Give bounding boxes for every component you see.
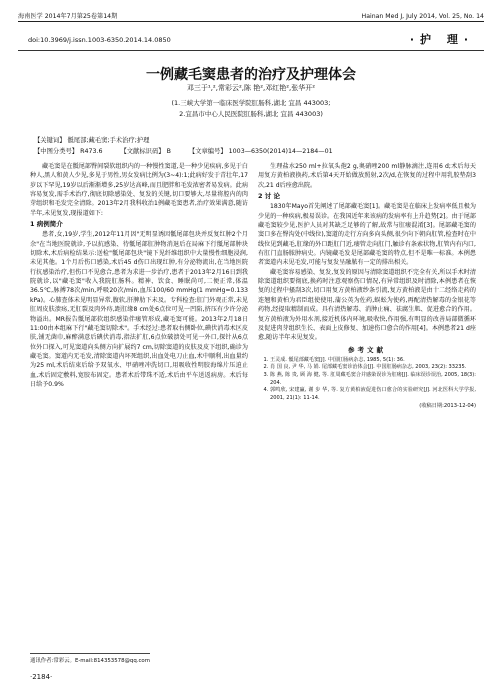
running-header <box>18 10 484 22</box>
paragraph: 患者,女,19岁,学生,2012年11月因"无明显诱因骶尾部包块并反复红肿2个月余"在当地医院就诊,予以抗感染、待骶尾部肛肿物消退后在局麻下行骶尾部肿块切除术,术后病检结果示:送检"骶尾部包块"镜下见纤维组织中大量慢性细胞浸润,未见其他。1个月后伤口感染,术后45 d伤口出现红肿,有分泌物流出,在当地医院行抗感染治疗,但伤口不见愈合,患者为求进一步治疗,患者于2013年2月16日到我院就诊,以"藏毛窦"收入我院肛肠科。精神、饮食、睡眠尚可,二便正常,体温36.5℃,脉搏78次/min,呼吸20次/min,血压100/60 mmHg(1 mmHg=0.133 kPa)。心肺查体未见明显异常,腹软,肝脾肋下未及。专科检查:肛门外观正常,未见肛周皮肤溃疡,无肛裂及肉外痔,距肛缘8 cm处6点位可见一凹陷,挤压有少许分泌物溢出。MR报告骶尾部软组织感染伴瘘管形成,藏毛窦可能。2013年2月18日11:00由本组麻下行"藏毛窦切除术"。手术经过:患者取右侧卧位,碘伏消毒术区皮肤,铺无菌巾,麻醉满意后碘伏消毒,指法扩肛,6点位破溃处可见一外口,探针从6点位外口探入,可见窦道向头侧方向扩展约7 cm,切除窦道的皮肤及皮下组织,确诊为藏毛窦。窦道内无毛发,清除窦道内坏死组织,出血处电刀止血,术中顺利,出血量约为25 ml,术后结束后给予双氧水、甲硝唑冲洗切口,用吸收性明胶海绵片压迫止血,术后固定敷料,宽胶布固定。患者术后带珠不适,术后由平车送返病房。术后每日给予0.9% <box>30 231 248 388</box>
reference-list <box>258 357 476 403</box>
references <box>258 346 476 412</box>
authors: 邓三于¹,²,常彩云²,陈 艳²,邓红艳²,张华开² <box>186 84 316 92</box>
paragraph: 藏毛窦是在骶尾部臀间裂软组织内的一种慢性窦道,是一种少见疾病,多见于白种人,黑人和黄人少见,多见于男性,男女发病比例为(3~4):1;此病好发于青壮年,17岁以下罕见,19岁以后渐渐增多,25岁达高峰,而且肥胖和毛发浓密者易发病。此病容易复发,需手术治疗,彻底切除感染处、复发的关键,切口要够大,尽量将腔内的肉芽组织和毛发完全清除。2013年2月我科收治1例藏毛窦患者,治疗效果满意,随访半年,未见复发,现报道如下: <box>30 163 248 217</box>
affiliation-1: (1.三峡大学第一临床医学院肛肠科,湖北 宜昌 443003; <box>171 99 331 107</box>
section-label: ·护 理· <box>409 33 474 46</box>
paragraph: 1830年Mayo首先阐述了尾部藏毛窦[1]。藏毛窦是在临床上发病率低且极为少见的一种疾病,极易误诊。在我国近年来该病的发病率有上升趋势[2]。由于尾部藏毛窦较少见,医护人员对其缺乏足够的了解,故常与肛瘘混淆[3]。尾部藏毛窦的窦口多在臀沟处(中线位),窦道的走行方向多向头侧,很少向下朝向肛管,检查时在中线位见到藏毛,肛缘的外口距肛门近,瘘管走向肛门,触诊有条索状物,肛管内有内口,有肛门直肠脓肿病史。内镜藏毛发是尾部藏毛窦的特点,但不是唯一标准。本例患者窦道内未见毛发,可能与复发呈融脓有一定的排出相关。 <box>258 203 476 267</box>
paragraph: 藏毛窦容易感染、复发,复发的原因与清除窦道组织不完全有关,所以手术时清除窦道组织要彻底,换药时注意观察伤口情况,有异常组织及时清除,本例患者在恢复的过程中搔刮3次,切口用复方黄柏液纱条引流,复方黄柏液是由十二经络走药的连翘和黄柏为君臣组使使用,蒲公英为佐药,蜈蚣为使药,再配清热解毒的金银花等药物,经提取精制而成。具有清热解毒、消肿止痛、祛腐生肌、促进愈合的作用。复方黄柏液为外用水剂,接近机体内环境,吸收快,作用强,有明显的改善局部微循环及促进肉芽组织生长、表面上皮修复、加速伤口愈合的作用[4]。本例患者21 d痊愈,随访半年未见复发。 <box>258 268 476 342</box>
paragraph: 生理盐水250 ml+拉氧头孢2 g,奥硝唑200 ml静脉滴注,连用6 d;术后每天用复方黄柏液换药,术后第4天开始做放照射,2次/d,在恢复的过程中用乳胶垫刮3次,21 d后痊愈出院。 <box>258 163 476 189</box>
page-number: ·2184· <box>30 673 53 681</box>
clc-number: 【中图分类号】 R473.6 <box>34 148 103 155</box>
divider <box>18 50 484 51</box>
reference-item: 1. 王灵成. 骶尾部藏毛窦[J]. 中国肛肠病杂志, 1985, 5(1): 36. <box>270 357 476 365</box>
classification-line <box>34 146 333 155</box>
left-column <box>30 162 248 389</box>
references-title: 参考文献 <box>348 345 386 354</box>
article-title: 一例藏毛窦患者的治疗及护理体会 <box>146 67 356 83</box>
section-heading: 2 讨 论 <box>258 192 281 201</box>
section-heading: 1 病例简介 <box>30 220 63 229</box>
header-right: Hainan Med J, July 2014, Vol. 25, No. 14 <box>361 13 484 20</box>
doc-code: 【文献标识码】 B <box>120 148 171 155</box>
right-column <box>258 162 476 412</box>
doi: doi:10.3969/j.issn.1003-6350.2014.14.0850 <box>28 36 171 44</box>
header-left: 海南医学 2014年7月第25卷第14期 <box>18 13 118 20</box>
keywords: 【关键词】 骶尾部;藏毛窦;手术治疗;护理 <box>34 137 150 144</box>
reference-item: 2. 肖 国 良, 尹 华, 马 娟. 尾部藏毛窦诊治体会[J]. 中国肛肠病杂志, 2003, 23(2): 33235. <box>270 364 476 372</box>
article-number: 【文章编号】 1003—6350(2014)14—2184—01 <box>188 148 333 155</box>
reference-item: 4. 郭鸣欣, 宋建赢, 谢 步 华, 等. 复方黄柏液促进伤口愈合的实验研究[J]. 河北医科大学学报, 2001, 21(1): 11-14. <box>270 387 476 402</box>
received-date: (收稿日期:2013-12-04) <box>419 403 476 410</box>
corresponding-author: 通讯作者:常彩云。E-mail:814353578@qq.com <box>30 653 150 664</box>
affiliation-2: 2.宜昌市中心人民医院肛肠科,湖北 宜昌 443003) <box>179 110 323 118</box>
reference-item: 3. 陈 燕, 陈 贵, 顾 海 健, 等. 肛周藏毛窦合并感染误诊为肛瘘[J]. 临床误诊误治, 2005, 18(3): 204. <box>270 372 476 387</box>
